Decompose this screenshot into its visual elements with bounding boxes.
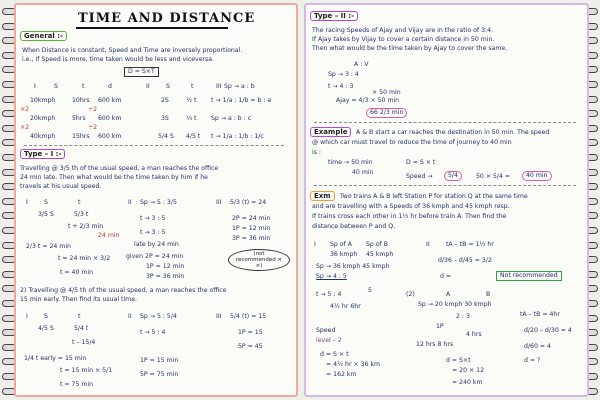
example-ratio: 5/4 <box>444 171 462 181</box>
exm-m3-r1: Sp → 20 kmph 30 kmph <box>418 301 492 308</box>
type2-q-line3: Then what would be the time taken by Ajay to cover the same. <box>312 45 508 52</box>
exm-m1-c1: Sp of A <box>330 241 352 248</box>
type2-q-line1: The racing Speeds of Ajay and Vijay are in the ratio of 3:4. <box>312 27 493 34</box>
exm-d1: d = S × t <box>320 351 349 358</box>
exm-m3-head: (2) <box>406 291 415 298</box>
n2-r3: 1P = 15 min <box>140 357 179 364</box>
left-notebook-page <box>14 3 298 397</box>
example-label: Example <box>310 127 351 137</box>
right-notebook-page <box>304 3 589 397</box>
example-time-row1: time → 50 min <box>328 159 373 166</box>
m2-r1: Sp → 5 : 3/5 <box>140 199 177 206</box>
type2-av: A : V <box>354 61 369 68</box>
exm-m3-r7: = 20 × 12 <box>452 367 485 374</box>
m1-head: I <box>26 199 28 206</box>
n2-r4: 5P = 75 min <box>140 371 179 378</box>
col-II: II <box>146 83 150 90</box>
exm-m3-a: A <box>446 291 451 298</box>
col-III: III <box>216 83 222 90</box>
n3-r2: 1P = 15 <box>238 329 263 336</box>
m1-s: S <box>44 199 48 206</box>
example-calc: 50 × 5/4 = <box>476 173 511 180</box>
row2-time: 5hrs <box>72 115 86 122</box>
n1-s: S <box>44 313 48 320</box>
ii-row3-t: 4/5 t <box>186 133 201 140</box>
iii-row4: t → 1/a : 1/b : 1/c <box>211 133 264 140</box>
exm-q-line3: If trains cross each other in 1½ hr before train A. Then find the <box>312 213 507 220</box>
exm-m1-r5: 5 <box>368 287 372 294</box>
row2-speed: 20kmph <box>30 115 56 122</box>
type2-q-line2: If Ajay takes by Vijay to cover a certain distance in 50 min. <box>312 36 495 43</box>
section-general-label: General :- <box>20 31 67 41</box>
n1-r3: 1/4 t early = 15 min <box>24 355 87 362</box>
m1-r1t: 5/3 t <box>74 211 89 218</box>
exm-m3-r2: 2 : 3 <box>456 313 470 320</box>
m3-head: III <box>216 199 222 206</box>
row1-time: 10hrs <box>72 97 90 104</box>
exm-m4-r4: d = ? <box>524 357 541 364</box>
ii-row3-s: 5/4 S <box>158 133 174 140</box>
col-S2: S <box>166 83 170 90</box>
n2-head: II <box>128 313 132 320</box>
exm-m1-r2: Sp → 36 kmph 45 kmph <box>316 263 390 270</box>
m2-head: II <box>128 199 132 206</box>
m1-r3: 2/3 t = 24 min <box>26 243 71 250</box>
ii-row1-s: 2S <box>161 97 169 104</box>
col-t: t <box>82 83 85 90</box>
n1-r4: t = 15 min × 5/1 <box>60 367 113 374</box>
row2-distance: 600 km <box>98 115 122 122</box>
n2-r2: t → 5 : 4 <box>140 329 166 336</box>
mult-marker-4: ÷2 <box>88 124 98 131</box>
exm-speed-label: Speed <box>316 327 336 334</box>
exm-m3-r5: 12 hrs 8 hrs <box>416 341 454 348</box>
n3-head: III <box>216 313 222 320</box>
m1-r4: t = 24 min × 3/2 <box>58 255 111 262</box>
m2-r4: late by 24 min <box>134 241 179 248</box>
divider-general <box>24 145 284 146</box>
divider-type2 <box>314 122 576 123</box>
col-d: d <box>108 83 112 90</box>
n2-r1: Sp → 5 : 5/4 <box>140 313 177 320</box>
m3-r3: 1P = 12 min <box>232 225 271 232</box>
ii-row1-t: ½ t <box>186 97 197 104</box>
exm-m4-r1: tA – tB = 4hr <box>520 311 560 318</box>
m1-r5: t = 40 min <box>60 269 94 276</box>
m2-r7: 3P = 36 min <box>146 273 185 280</box>
n1-r5: t = 75 min <box>60 381 94 388</box>
row1-distance: 600 km <box>98 97 122 104</box>
divider-example <box>314 185 576 186</box>
exm-label: Exm <box>310 191 335 201</box>
example-q-line1: A & B start a car reaches the destination in 50 min. The speed <box>356 129 550 136</box>
row3-speed: 40kmph <box>30 133 56 140</box>
exm-m4-r2: d/20 – d/30 = 4 <box>524 327 572 334</box>
n1-r1: 4/5 S <box>38 325 54 332</box>
exm-q-line1: Two trains A & B left Station P for station Q at the same time <box>340 193 528 200</box>
formula-box: D = S×T <box>124 67 159 77</box>
n3-r3: 5P = 45 <box>238 343 263 350</box>
exm-m3-b: B <box>486 291 491 298</box>
exm-m3-r3: 1P <box>436 323 444 330</box>
row3-distance: 600 km <box>98 133 122 140</box>
m1-plus: 24 min <box>98 232 120 239</box>
type2-sp: Sp → 3 : 4 <box>328 71 359 78</box>
exm-m2-r1: tA – tB = 1½ hr <box>446 241 494 248</box>
m2-r5: given 2P = 24 min <box>126 253 184 260</box>
exm-m1-c2: Sp of B <box>366 241 388 248</box>
col-I: I <box>34 83 36 90</box>
m3-r4: 3P = 36 min <box>232 235 271 242</box>
m1-r2: t + 2/3 min <box>68 223 104 230</box>
n1-r2: t – 15/4 <box>72 339 96 346</box>
exm-m3-r6: d = S×t <box>446 357 471 364</box>
not-recommended-note: (not recommended × ×) <box>228 249 290 271</box>
exm-m3-r8: = 240 km <box>452 379 483 386</box>
exm-d3: = 162 km <box>326 371 357 378</box>
type1-q2-line2: 15 min early. Then find its usual time. <box>20 296 137 303</box>
exm-q-line2: and are travelling with a Speeds of 36 kmph and 45 kmph resp. <box>312 203 510 210</box>
title-underline <box>76 27 228 29</box>
exm-m1-r1b: 45 kmph <box>366 251 394 258</box>
example-q-line3: is : <box>312 149 321 156</box>
exm-m1-r1a: 36 kmph <box>330 251 358 258</box>
mult-marker-2: ÷2 <box>88 106 98 113</box>
page-title: TIME AND DISTANCE <box>78 11 256 26</box>
type2-t: t → 4 : 3 <box>328 83 354 90</box>
n1-t: t <box>78 313 81 320</box>
iii-row1: Sp → a : b <box>224 83 255 90</box>
ii-row2-s: 3S <box>161 115 169 122</box>
exm-m1-r3: Sp → 4 : 5 <box>316 273 347 280</box>
m2-r2: t → 3 : 5 <box>140 215 166 222</box>
n1-r1t: 5/4 t <box>74 325 89 332</box>
n3-r1: 5/4 (t) = 15 <box>230 313 267 320</box>
m1-t: t <box>78 199 81 206</box>
exm-m2-head: II <box>426 241 430 248</box>
ii-row2-t: ⅓ t <box>186 115 197 122</box>
type1-q1-line3: travels at his usual speed. <box>20 183 102 190</box>
type1-q2-line1: 2) Travelling @ 4/5 th of the usual speed, a man reaches the office <box>20 287 227 294</box>
col-t2: t <box>191 83 194 90</box>
m3-r1: 5/3 (t) = 24 <box>230 199 267 206</box>
col-S: S <box>54 83 58 90</box>
exm-m2-r3: d = <box>440 273 452 280</box>
exm-m1-r4: t → 5 : 4 <box>316 291 342 298</box>
exm-not-recommended: Not recommended <box>496 271 562 281</box>
mult-marker-1: ×2 <box>20 106 30 113</box>
exm-d2: = 4½ hr × 36 km <box>326 361 381 368</box>
general-text-line1: When Distance is constant, Speed and Time are inversely proportional. <box>22 47 243 54</box>
mult-marker-3: ×2 <box>20 124 30 131</box>
iii-row2: t → 1/a : 1/b = b : a <box>211 97 272 104</box>
exm-m3-r4: 4 hrs <box>466 331 482 338</box>
iii-row3: Sp → a : b : c <box>211 115 252 122</box>
m3-r2: 2P = 24 min <box>232 215 271 222</box>
section-type2-label: Type – II :- <box>310 11 358 21</box>
type1-q1-line2: 24 min late. Then what would be the time taken by him if he <box>20 174 208 181</box>
m2-r3: t → 3 : 5 <box>140 229 166 236</box>
row3-time: 15hrs <box>72 133 90 140</box>
example-time-row2: 40 min <box>352 169 374 176</box>
exm-m4-r3: d/60 = 4 <box>524 343 551 350</box>
m2-r6: 1P = 12 min <box>146 263 185 270</box>
example-formula: D = S × t <box>406 159 436 166</box>
example-q-line2: @ which car must travel to reduce the time of journey to 40 min <box>312 139 512 146</box>
section-type1-label: Type – I :- <box>20 149 65 159</box>
row1-speed: 10kmph <box>30 97 56 104</box>
exm-q-line4: distance between P and Q. <box>312 223 396 230</box>
example-answer: 40 min <box>522 171 552 181</box>
type2-ajay: Ajay = 4/3 × 50 min <box>336 97 400 104</box>
type2-side: × 50 min <box>372 89 401 96</box>
exm-m1-r6: 4½ hr 6hr <box>330 303 361 310</box>
exm-m1-head: I <box>314 241 316 248</box>
exm-m2-r2: d/36 – d/45 = 3/2 <box>438 257 492 264</box>
type1-q1-line1: Travelling @ 3/5 th of the usual speed, a man reaches the office <box>20 165 219 172</box>
exm-level-label: level – 2 <box>316 337 342 344</box>
n1-head: I <box>26 313 28 320</box>
m1-r1: 3/5 S <box>38 211 54 218</box>
example-speed: Speed → <box>406 173 433 180</box>
general-text-line2: i.e., If Speed is more, time taken would be less and viceversa. <box>22 56 215 63</box>
type2-answer: 66 2/3 min <box>366 108 407 118</box>
